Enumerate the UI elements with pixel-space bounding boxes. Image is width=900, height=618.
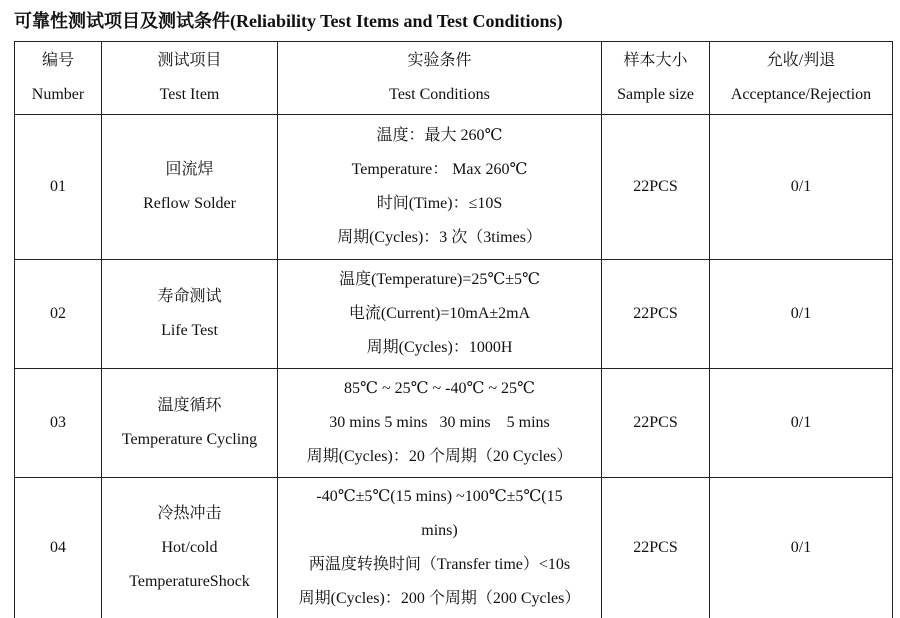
document-title: 可靠性测试项目及测试条件(Reliability Test Items and Test Conditions)	[14, 6, 563, 38]
test-item-zh: 冷热冲击	[104, 497, 275, 531]
reliability-test-table	[14, 41, 893, 618]
condition-line: 周期(Cycles)：200 个周期（200 Cycles）	[280, 582, 599, 616]
condition-line: 30 mins 5 mins 30 mins 5 mins	[280, 406, 599, 440]
condition-line: 周期(Cycles)：1000H	[280, 331, 599, 365]
header-acceptance	[710, 42, 893, 115]
row-conditions	[278, 478, 602, 618]
condition-line: Temperature： Max 260℃	[280, 153, 599, 187]
row-sample-size: 22PCS	[602, 260, 710, 369]
header-test-item-en: Test Item	[104, 78, 275, 112]
condition-line: -40℃±5℃(15 mins) ~100℃±5℃(15	[280, 480, 599, 514]
row-number: 04	[15, 478, 102, 618]
header-test-conditions-zh: 实验条件	[280, 44, 599, 78]
condition-line: 周期(Cycles)：20 个周期（20 Cycles）	[280, 440, 599, 474]
test-item-zh: 回流焊	[104, 153, 275, 187]
row-number: 02	[15, 260, 102, 369]
row-acceptance: 0/1	[710, 369, 893, 478]
row-number: 03	[15, 369, 102, 478]
test-item-zh: 温度循环	[104, 389, 275, 423]
header-acceptance-en: Acceptance/Rejection	[712, 78, 890, 112]
row-conditions	[278, 369, 602, 478]
header-test-item-zh: 测试项目	[104, 44, 275, 78]
test-item-en: Reflow Solder	[104, 187, 275, 221]
row-test-item	[102, 260, 278, 369]
row-conditions	[278, 260, 602, 369]
row-test-item	[102, 115, 278, 260]
header-sample-size	[602, 42, 710, 115]
test-item-en: Hot/cold	[104, 531, 275, 565]
row-sample-size: 22PCS	[602, 115, 710, 260]
table-header-row	[15, 42, 893, 115]
header-test-conditions-en: Test Conditions	[280, 78, 599, 112]
test-item-en: TemperatureShock	[104, 565, 275, 599]
row-acceptance: 0/1	[710, 115, 893, 260]
condition-line: 时间(Time)：≤10S	[280, 187, 599, 221]
test-item-en: Temperature Cycling	[104, 423, 275, 457]
row-acceptance: 0/1	[710, 478, 893, 618]
condition-line: 温度(Temperature)=25℃±5℃	[280, 263, 599, 297]
condition-line: 电流(Current)=10mA±2mA	[280, 297, 599, 331]
test-item-en: Life Test	[104, 314, 275, 348]
row-sample-size: 22PCS	[602, 478, 710, 618]
header-sample-size-en: Sample size	[604, 78, 707, 112]
row-acceptance: 0/1	[710, 260, 893, 369]
table-row	[15, 369, 893, 478]
condition-line: 85℃ ~ 25℃ ~ -40℃ ~ 25℃	[280, 372, 599, 406]
header-test-item	[102, 42, 278, 115]
row-test-item	[102, 369, 278, 478]
row-test-item	[102, 478, 278, 618]
condition-line: 温度：最大 260℃	[280, 119, 599, 153]
header-number-en: Number	[17, 78, 99, 112]
condition-line: 周期(Cycles)：3 次（3times）	[280, 221, 599, 255]
table-row	[15, 478, 893, 618]
test-item-zh: 寿命测试	[104, 280, 275, 314]
condition-line: 两温度转换时间（Transfer time）<10s	[280, 548, 599, 582]
header-test-conditions	[278, 42, 602, 115]
row-sample-size: 22PCS	[602, 369, 710, 478]
header-sample-size-zh: 样本大小	[604, 44, 707, 78]
row-number: 01	[15, 115, 102, 260]
header-number	[15, 42, 102, 115]
header-number-zh: 编号	[17, 44, 99, 78]
row-conditions	[278, 115, 602, 260]
table-row	[15, 115, 893, 260]
condition-line: mins)	[280, 514, 599, 548]
header-acceptance-zh: 允收/判退	[712, 44, 890, 78]
table-row	[15, 260, 893, 369]
